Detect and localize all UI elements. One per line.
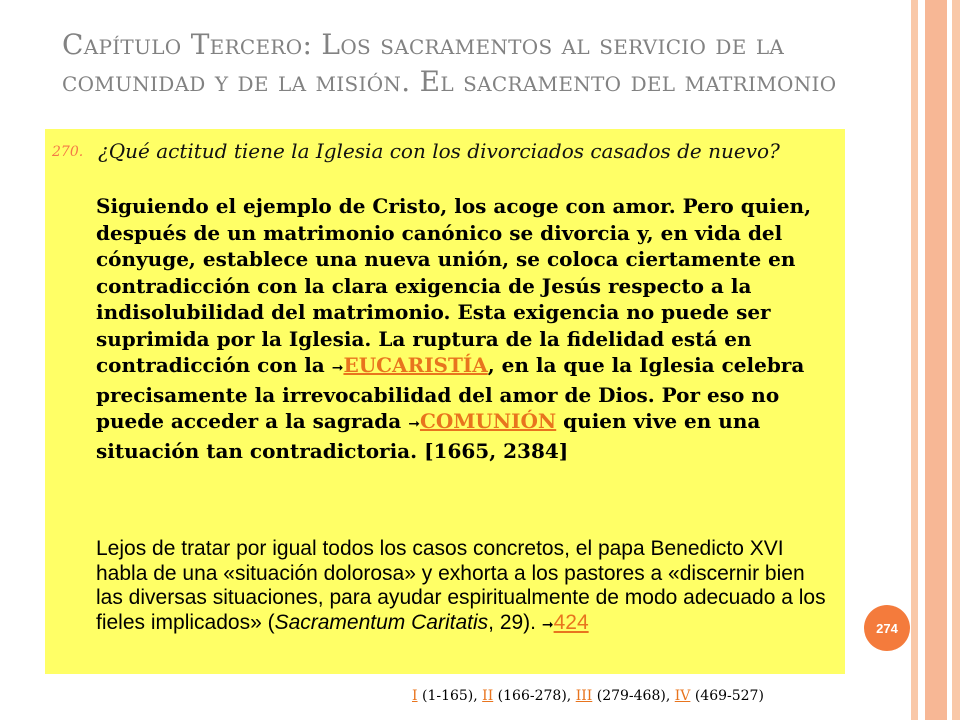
arrow-icon: ➞ bbox=[541, 616, 554, 633]
link-comunion[interactable]: COMUNIÓN bbox=[419, 409, 557, 433]
question-text: ¿Qué actitud tiene la Iglesia con los divorciados casados de nuevo? bbox=[98, 139, 780, 163]
footer-navigation bbox=[412, 688, 852, 704]
question-number: 270. bbox=[52, 144, 84, 160]
answer-part-2: , en la que la Iglesia celebra precisamente la irrevocabilidad del amor de Dios. Por eso no puede acceder a la sagrada bbox=[96, 353, 805, 433]
footer-link-i[interactable]: I bbox=[412, 688, 418, 704]
answer-text bbox=[96, 193, 836, 464]
commentary-part-1: Lejos de tratar por igual todos los casos concretos, el papa Benedicto XVI habla de una «situación dolorosa» y exhorta a los pastores a «discernir bien las diversas situaciones, para ayudar espiritualmente de modo adecuado a los fieles implicados» ( bbox=[96, 537, 826, 634]
source-title: Sacramentum Caritatis bbox=[274, 610, 489, 634]
commentary-part-2: , 29). bbox=[488, 610, 542, 634]
decorative-stripe-left bbox=[911, 0, 918, 720]
footer-range-iv: (469-527) bbox=[690, 688, 764, 704]
footer-link-iv[interactable]: IV bbox=[674, 688, 691, 704]
arrow-icon: ➞ bbox=[331, 360, 344, 376]
footer-range-iii: (279-468), bbox=[592, 688, 675, 704]
answer-part-3: quien vive en una situación tan contradictoria. [1665, 2384] bbox=[96, 409, 761, 463]
answer-part-1: Siguiendo el ejemplo de Cristo, los acoge con amor. Pero quien, después de un matrimonio canónico se divorcia y, en vida del cónyuge, establece una nueva unión, se coloca ciertamente en contradicción con la clara exigencia de Jesús respecto a la indisolubilidad del matrimonio. Esta exigencia no puede ser suprimida por la Iglesia. La ruptura de la fidelidad está en contradicción con la bbox=[96, 194, 812, 377]
link-eucaristia[interactable]: EUCARISTÍA bbox=[343, 353, 488, 377]
commentary-text bbox=[96, 537, 836, 637]
decorative-stripe-right bbox=[952, 0, 960, 720]
link-424[interactable]: 424 bbox=[553, 610, 589, 634]
arrow-icon: ➞ bbox=[408, 416, 420, 432]
footer-range-ii: (166-278), bbox=[493, 688, 576, 704]
footer-link-ii[interactable]: II bbox=[482, 688, 494, 704]
page-number-badge: 274 bbox=[864, 605, 910, 651]
footer-link-iii[interactable]: III bbox=[575, 688, 593, 704]
slide-title: Capítulo Tercero: Los sacramentos al servicio de la comunidad y de la misión. El sacramento del matrimonio bbox=[62, 28, 837, 98]
footer-range-i: (1-165), bbox=[417, 688, 483, 704]
decorative-stripe-middle bbox=[925, 0, 947, 720]
